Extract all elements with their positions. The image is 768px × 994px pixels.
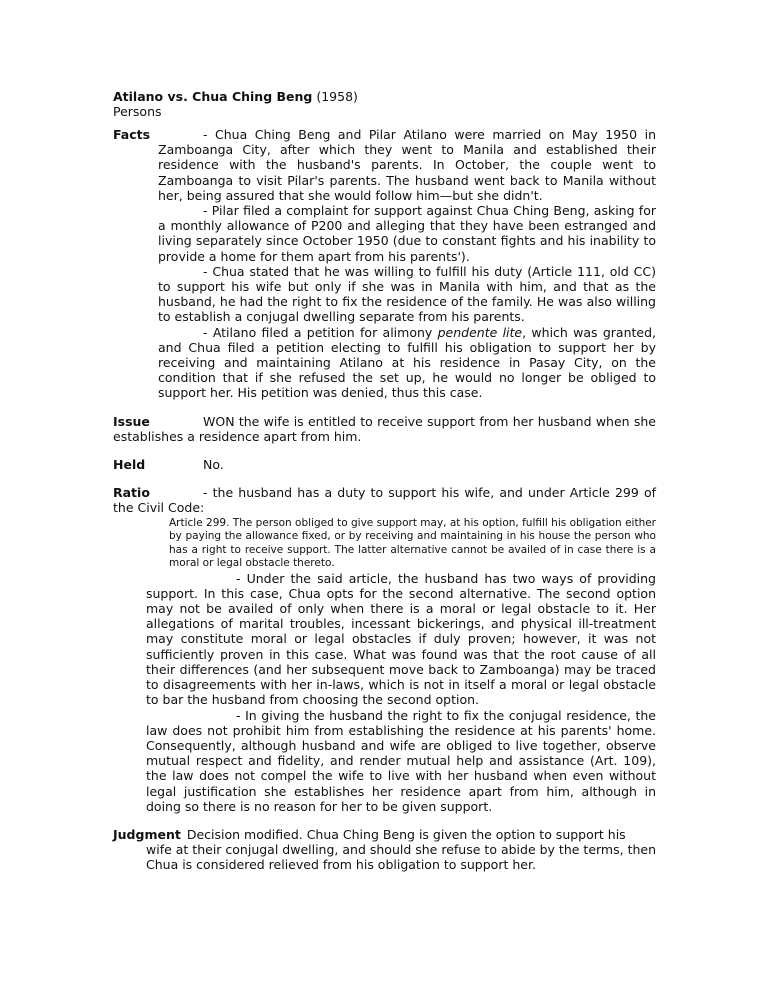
case-subject: Persons [113,104,162,119]
ratio-label: Ratio [113,485,150,501]
case-title [113,89,656,104]
facts-body [158,127,656,401]
judgment-continuation: wife at their conjugal dwelling, and should she refuse to abide by the terms, then Chua is considered relieved from his obligation to support her. [146,842,656,873]
document-page [113,89,656,873]
held-section [113,457,656,472]
ratio-section [113,485,656,814]
ratio-intro: - the husband has a duty to support his wife, and under Article 299 of the Civil Code: [113,485,656,516]
facts-section [113,127,656,401]
facts-paragraph: - Chua stated that he was willing to fulfill his duty (Article 111, old CC) to support his wife but only if she was in Manila with him, and that as the husband, he had the right to fix the residence of the family. He was also willing to establish a conjugal dwelling separate from his parents. [158,263,656,325]
ratio-paragraph: - Under the said article, the husband has two ways of providing support. In this case, Chua opts for the second alternative. The second option may not be availed of only when there is a moral or legal obstacle to it. Her allegations of marital troubles, incessant bickerings, and physical ill-treatment may constitute moral or legal obstacles if duly proven; however, it was not sufficiently proven in this case. What was found was that the root cause of all their differences (and her subsequent move back to Zamboanga) may be traced to disagreements with her in-laws, which is not in itself a moral or legal obstacle to bar the husband from choosing the second option. [146,570,656,708]
judgment-first-line [113,827,656,842]
ratio-paragraph: - In giving the husband the right to fix the conjugal residence, the law does not prohibit him from establishing the residence at his parents' home. Consequently, although husband and wife are obliged to live together, observe mutual respect and fidelity, and render mutual help and assistance (Art. 109), the law does not compel the wife to live with her husband when even without legal justification she establishes her residence apart from him, although in doing so there is no reason for her to be given support. [146,707,656,814]
case-year: (1958) [316,89,358,104]
facts-label: Facts [113,127,151,142]
case-name: Atilano vs. Chua Ching Beng [113,89,313,104]
ratio-body [146,571,656,814]
facts-text: - Atilano filed a petition for alimony [203,324,438,340]
facts-text: , which was granted, and Chua filed a petition electing to fulfill his obligation to support her by receiving and maintaining Atilano at his residence in Pasay City, on the condition that if she refused the set up, he would no longer be obliged to support her. His petition was denied, thus this case. [158,324,657,401]
article-quote: Article 299. The person obliged to give support may, at his option, fulfill his obligation either by paying the allowance fixed, or by receiving and maintaining in his house the person who has a right to receive support. The latter alternative cannot be availed of in case there is a moral or legal obstacle thereto. [169,516,656,570]
facts-paragraph [158,325,656,401]
judgment-label: Judgment [113,826,181,842]
held-text: No. [203,457,224,473]
issue-section [113,414,656,444]
judgment-text: Decision modified. Chua Ching Beng is given the option to support his [186,826,626,842]
issue-label: Issue [113,413,150,429]
facts-paragraph: - Chua Ching Beng and Pilar Atilano were married on May 1950 in Zamboanga City, after which they went to Manila and established their residence with the husband's parents. In October, the couple went to Zamboanga to visit Pilar's parents. The husband went back to Manila without her, being assured that she would follow him—but she didn't. [158,127,656,203]
facts-paragraph: - Pilar filed a complaint for support against Chua Ching Beng, asking for a monthly allowance of P200 and alleging that they have been estranged and living separately since October 1950 (due to constant fights and his inability to provide a home for them apart from his parents'). [158,203,656,264]
latin-term: pendente lite [437,324,523,340]
issue-text: WON the wife is entitled to receive support from her husband when she establishes a residence apart from him. [113,413,656,444]
held-label: Held [113,457,146,473]
judgment-section [113,827,656,873]
